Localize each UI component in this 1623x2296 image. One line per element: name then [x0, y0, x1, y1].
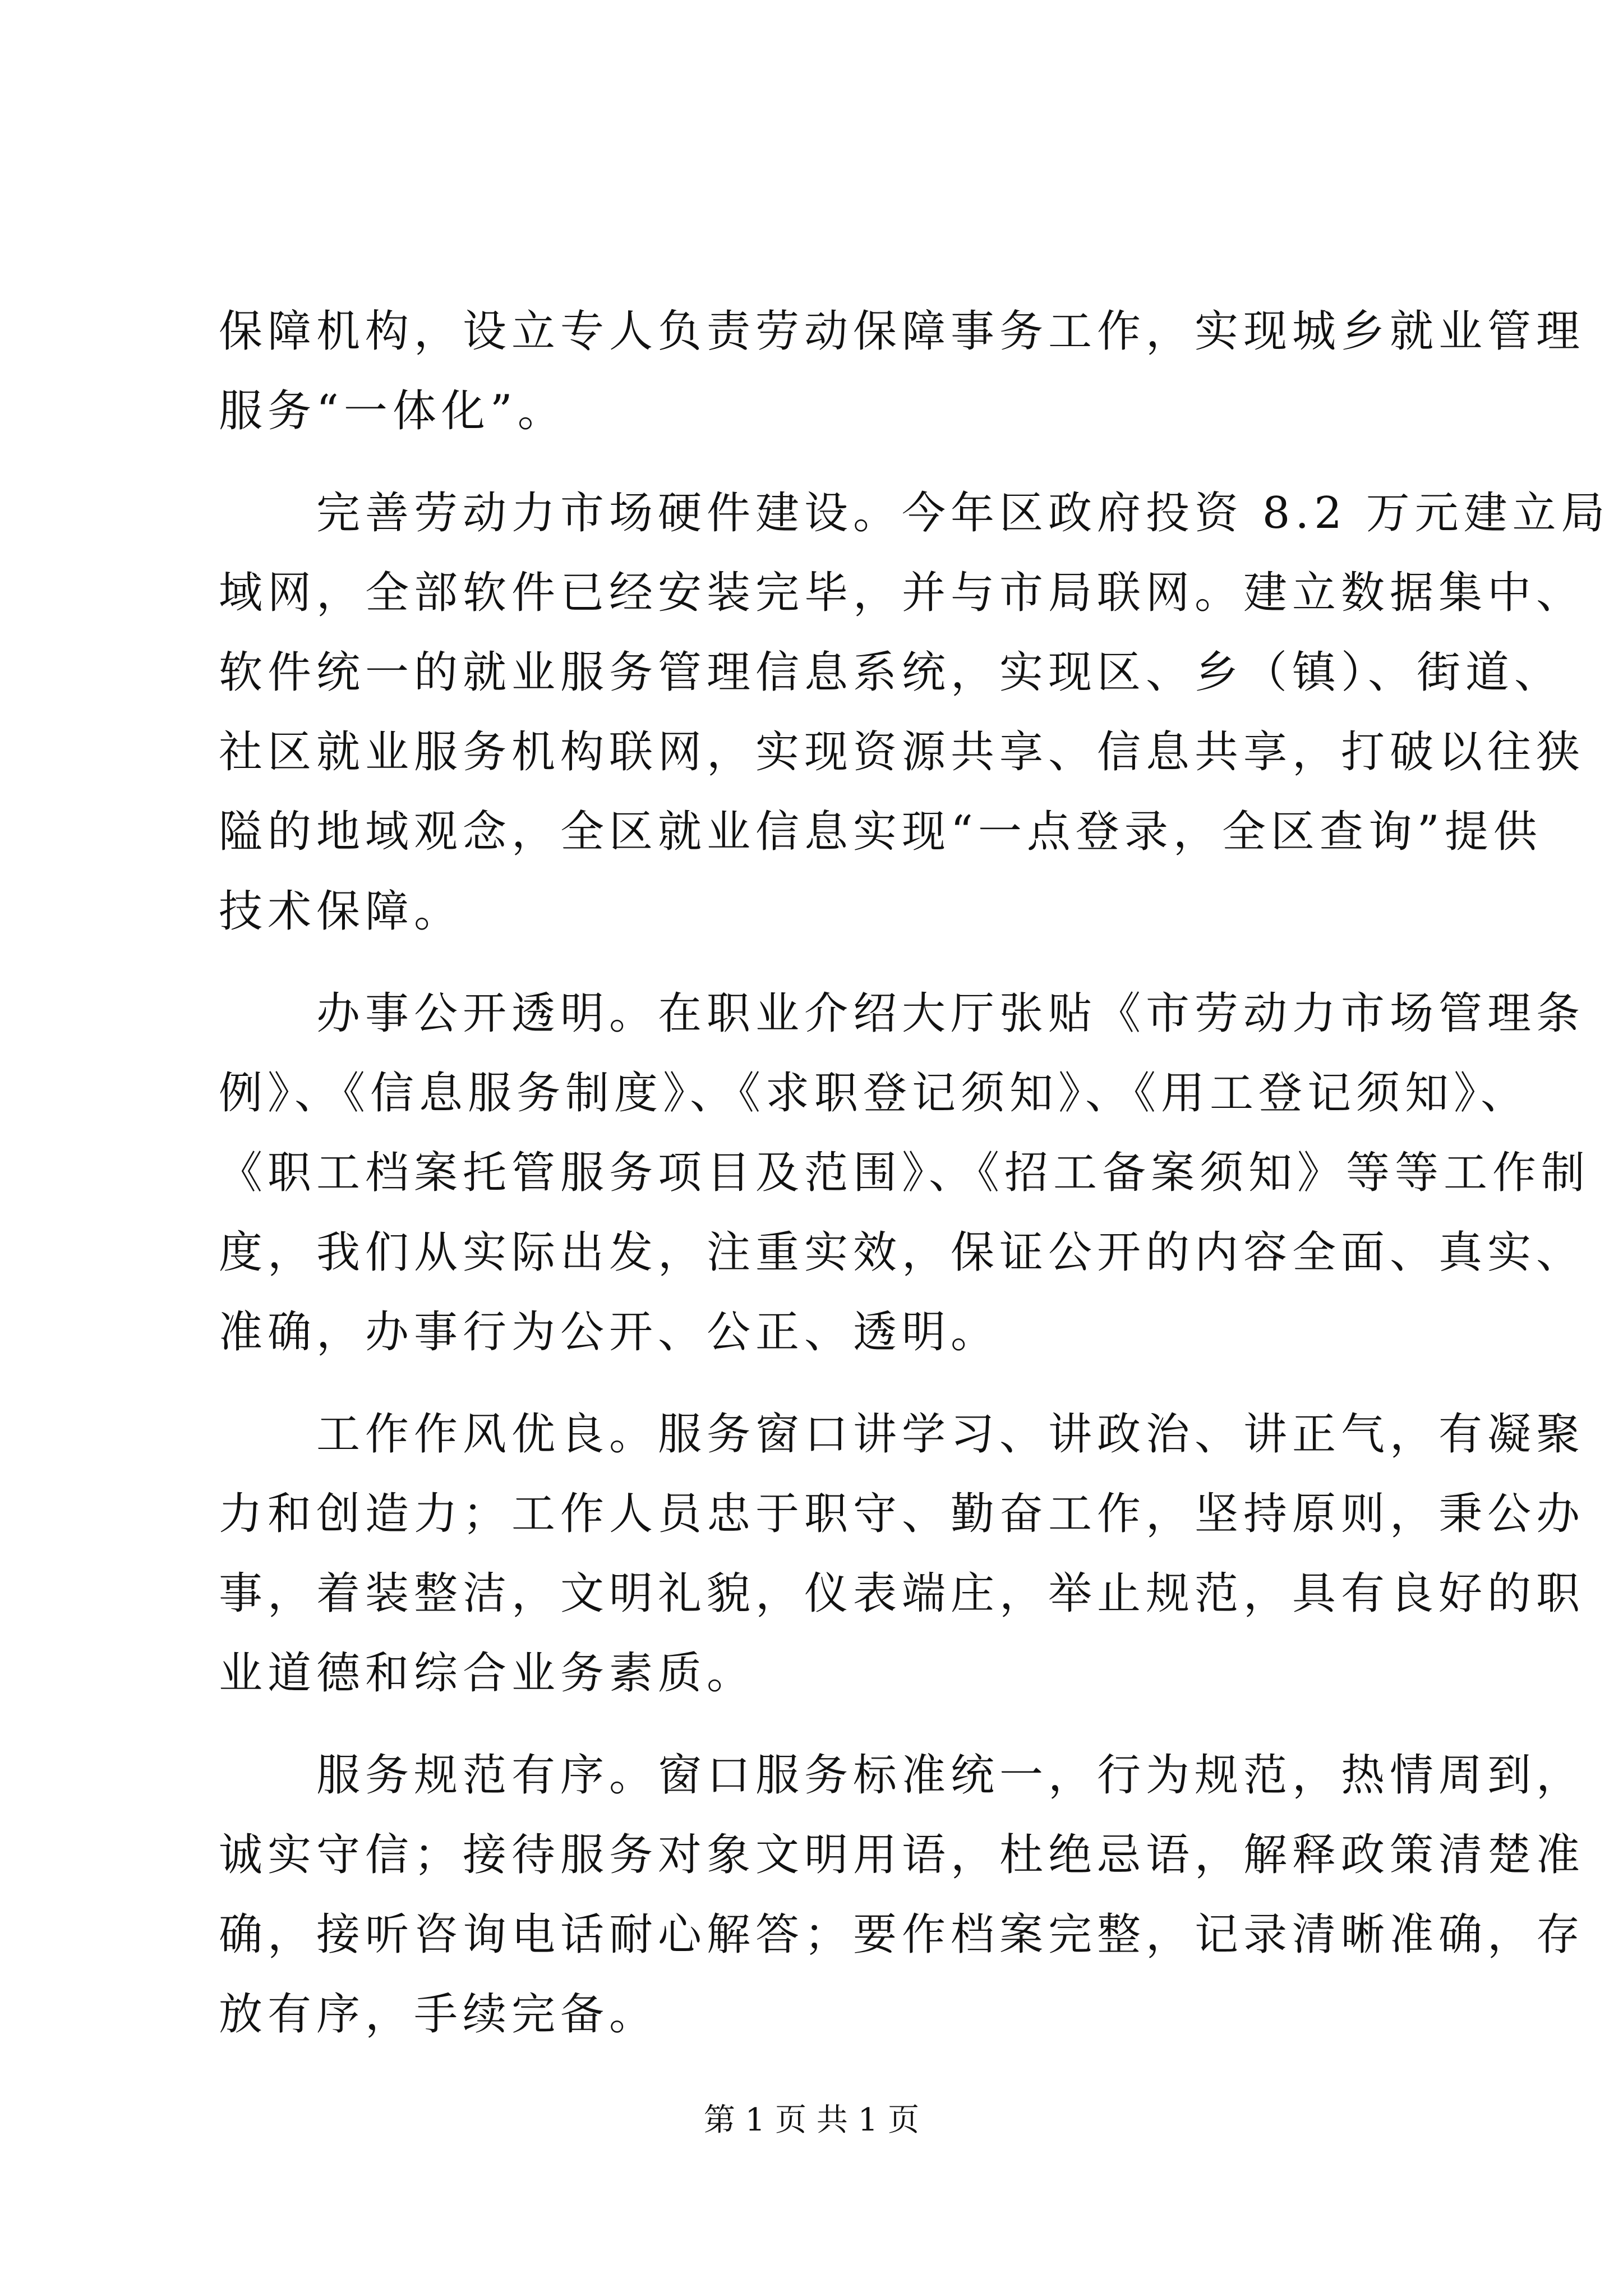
text-line: 度，我们从实际出发，注重实效，保证公开的内容全面、真实、: [219, 1227, 1585, 1278]
text-line: 隘的地域观念，全区就业信息实现“一点登录，全区查询”提供: [219, 807, 1542, 857]
text-line: 技术保障。: [219, 886, 463, 937]
text-line: 准确，办事行为公开、公正、透明。: [219, 1307, 1000, 1358]
text-line: 《职工档案托管服务项目及范围》、《招工备案须知》等等工作制: [219, 1148, 1590, 1198]
text-line: 服务“一体化”。: [219, 386, 566, 436]
text-line: 社区就业服务机构联网，实现资源共享、信息共享，打破以往狭: [219, 727, 1585, 777]
text-line: 保障机构，设立专人负责劳动保障事务工作，实现城乡就业管理: [219, 306, 1585, 357]
paragraph: [219, 1395, 1585, 1713]
text-line: 例》、《信息服务制度》、《求职登记须知》、《用工登记须知》、: [219, 1068, 1530, 1119]
paragraph: [219, 473, 1610, 951]
text-line: 办事公开透明。在职业介绍大厅张贴《市劳动力市场管理条: [219, 988, 1585, 1039]
text-line: 事，着装整洁，文明礼貌，仪表端庄，举止规范，具有良好的职: [219, 1568, 1585, 1619]
body-text: [219, 292, 1610, 2054]
text-line: 诚实守信；接待服务对象文明用语，杜绝忌语，解释政策清楚准: [219, 1830, 1585, 1880]
paragraph: [219, 292, 1585, 451]
text-line: 软件统一的就业服务管理信息系统，实现区、乡（镇）、街道、: [219, 647, 1564, 698]
text-line: 业道德和综合业务素质。: [219, 1648, 756, 1699]
text-line: 放有序，手续完备。: [219, 1989, 658, 2040]
text-line: 工作作风优良。服务窗口讲学习、讲政治、讲正气，有凝聚: [219, 1409, 1585, 1460]
text-line: 确，接听咨询电话耐心解答；要作档案完整，记录清晰准确，存: [219, 1910, 1585, 1960]
text-line: 完善劳动力市场硬件建设。今年区政府投资 8.2 万元建立局: [219, 488, 1610, 539]
text-line: 域网，全部软件已经安装完毕，并与市局联网。建立数据集中、: [219, 568, 1585, 618]
paragraph: [219, 974, 1590, 1372]
page-footer: 第 1 页 共 1 页: [703, 2102, 920, 2138]
paragraph: [219, 1736, 1585, 2054]
text-line: 服务规范有序。窗口服务标准统一，行为规范，热情周到，: [219, 1750, 1585, 1801]
text-line: 力和创造力；工作人员忠于职守、勤奋工作，坚持原则，秉公办: [219, 1489, 1585, 1539]
